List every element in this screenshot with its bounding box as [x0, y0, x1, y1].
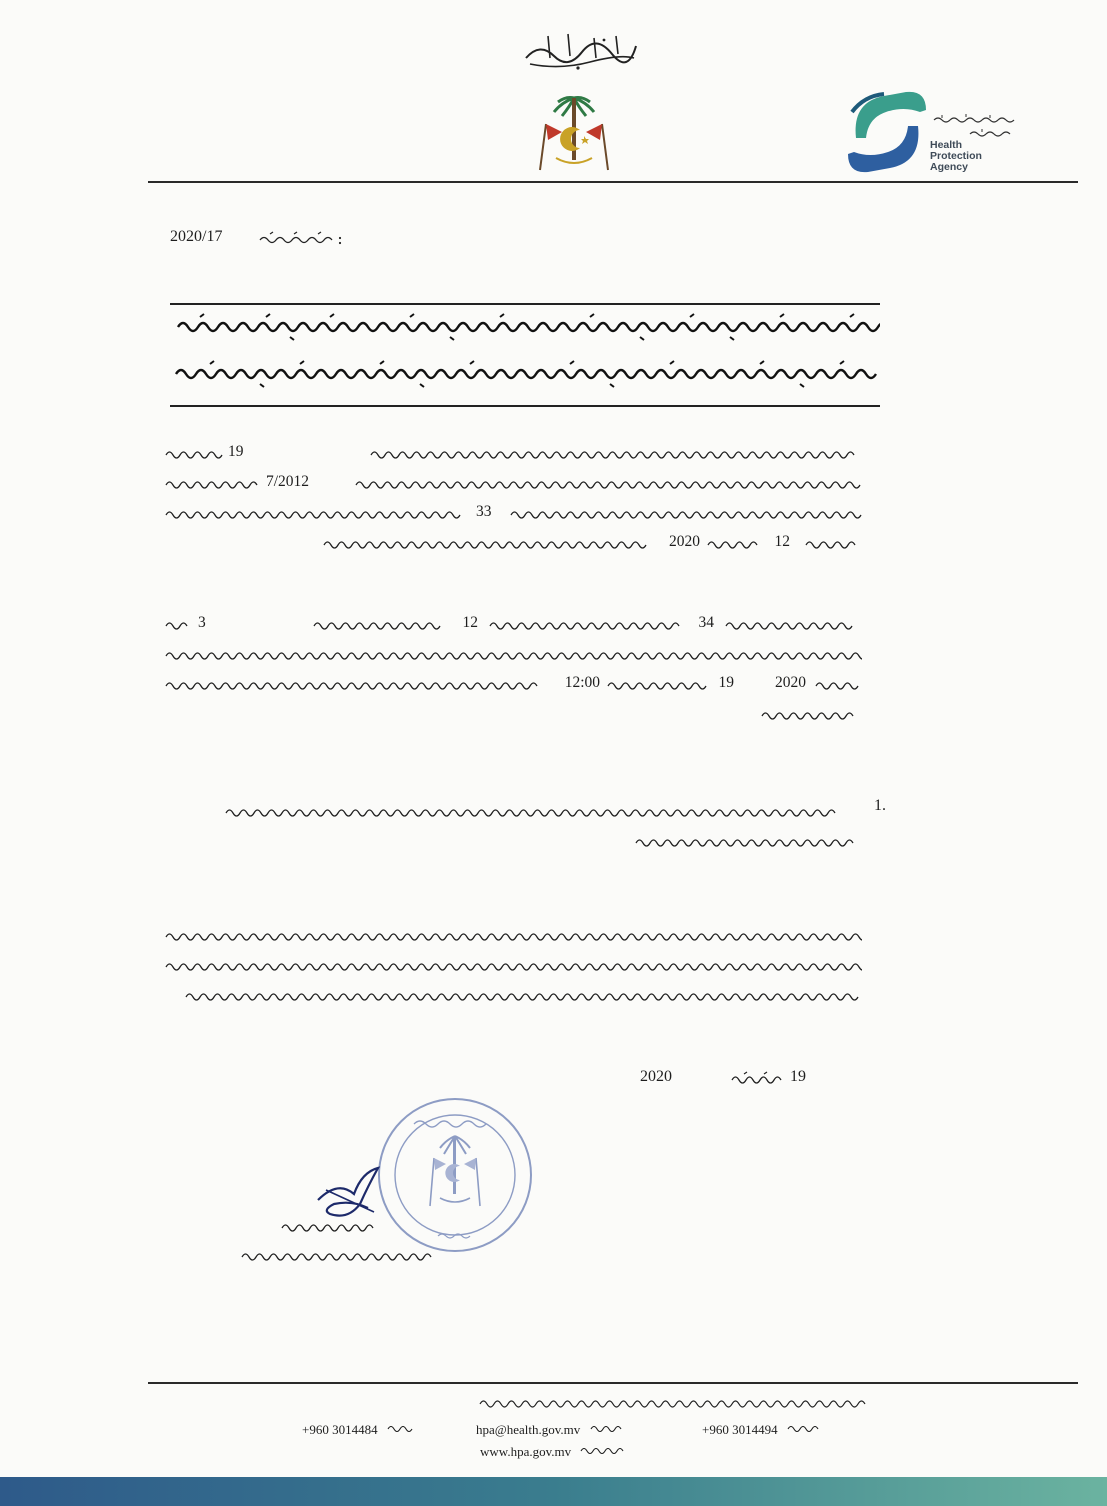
inline-number: 19 — [718, 674, 734, 691]
signatory-title-dhivehi — [238, 1247, 438, 1267]
dhivehi-text-line — [162, 505, 467, 525]
list-item-line-1 — [222, 797, 862, 827]
inline-number: 2020 — [775, 674, 806, 691]
paragraph-1-line-2 — [162, 469, 862, 499]
date-month-dhivehi — [728, 1070, 786, 1088]
paragraph-1-line-4 — [162, 529, 862, 559]
title-rule-top — [170, 303, 880, 305]
footer-color-band — [0, 1477, 1107, 1506]
website-label-dhivehi — [578, 1444, 628, 1458]
dhivehi-text-line — [162, 445, 312, 465]
dhivehi-text-line — [320, 535, 650, 555]
dhivehi-text-line — [162, 646, 862, 666]
inline-number: 2020 — [669, 533, 700, 550]
state-emblem-icon — [532, 92, 616, 174]
dhivehi-text-line — [722, 616, 862, 636]
dhivehi-text-line — [182, 987, 862, 1007]
inline-number: 34 — [698, 614, 714, 631]
agency-name-line-3: Agency — [930, 161, 968, 173]
reference-label-dhivehi — [256, 230, 344, 248]
website-url: www.hpa.gov.mv — [480, 1444, 572, 1459]
inline-number: 12:00 — [564, 674, 600, 691]
phone-number: +960 3014494 — [702, 1422, 778, 1437]
paragraph-1-line-3 — [162, 499, 862, 529]
dhivehi-text-line — [486, 616, 686, 636]
dhivehi-text-line — [352, 475, 862, 495]
dhivehi-text-line — [604, 676, 712, 696]
dhivehi-text-line — [310, 616, 450, 636]
header-divider — [148, 181, 1078, 183]
list-item-1 — [222, 797, 862, 857]
dhivehi-text-line — [162, 676, 542, 696]
footer-phone — [702, 1420, 825, 1438]
paragraph-2-line-1 — [162, 610, 862, 640]
dhivehi-text-line — [632, 833, 862, 853]
dhivehi-text-line — [507, 505, 862, 525]
phone-label-dhivehi — [785, 1422, 825, 1436]
basmala-calligraphy — [520, 28, 640, 76]
dhivehi-text-line — [802, 535, 862, 555]
hpa-logo-mark-icon — [842, 82, 932, 182]
dhivehi-text-line — [162, 616, 190, 636]
dhivehi-text-line — [162, 957, 862, 977]
paragraph-2-line-2 — [162, 640, 862, 670]
footer-website — [480, 1442, 628, 1460]
date-year: 2020 — [640, 1068, 672, 1085]
email-address: hpa@health.gov.mv — [476, 1422, 581, 1437]
agency-name-dhivehi — [930, 112, 1030, 142]
inline-number: 3 — [198, 614, 206, 631]
inline-number: 19 — [228, 443, 244, 460]
reference-row — [170, 228, 370, 258]
paragraph-3-line-3 — [162, 981, 862, 1011]
hpa-logo — [842, 82, 1072, 182]
paragraph-1-line-1 — [162, 439, 862, 469]
signatory-name-dhivehi — [278, 1218, 378, 1238]
fax-number: +960 3014484 — [302, 1422, 378, 1437]
paragraph-3 — [162, 921, 862, 1011]
reference-number: 2020/17 — [170, 228, 223, 245]
paragraph-1 — [162, 439, 862, 559]
footer-fax — [302, 1420, 419, 1438]
footer-address-dhivehi — [476, 1394, 876, 1414]
inline-number: 12 — [462, 614, 478, 631]
title-line-1 — [170, 311, 880, 343]
letter-date — [640, 1068, 840, 1098]
letter-title — [170, 303, 880, 407]
footer-email — [476, 1420, 624, 1438]
dhivehi-text-line — [704, 535, 762, 555]
dhivehi-text-line — [162, 927, 862, 947]
footer-divider — [148, 1382, 1078, 1384]
dhivehi-text-line — [222, 803, 862, 823]
dhivehi-text-line — [758, 706, 862, 726]
agency-name-english — [930, 140, 982, 173]
agency-name-line-1: Health — [930, 139, 963, 151]
list-item-number: 1. — [874, 797, 886, 814]
dhivehi-text-line — [367, 445, 862, 465]
paragraph-3-line-2 — [162, 951, 862, 981]
paragraph-2-line-4 — [162, 700, 862, 730]
inline-number: 7/2012 — [266, 473, 310, 490]
fax-label-dhivehi — [385, 1422, 419, 1436]
title-rule-bottom — [170, 405, 880, 407]
agency-name-line-2: Protection — [930, 150, 982, 162]
email-label-dhivehi — [588, 1422, 624, 1436]
paragraph-3-line-1 — [162, 921, 862, 951]
paragraph-2 — [162, 610, 862, 730]
title-line-2 — [170, 358, 880, 390]
list-item-line-2 — [222, 827, 862, 857]
inline-number: 33 — [476, 503, 492, 520]
official-stamp-icon — [374, 1094, 536, 1256]
dhivehi-text-line — [812, 676, 862, 696]
inline-number: 12 — [774, 533, 790, 550]
dhivehi-text-line — [162, 475, 262, 495]
paragraph-2-line-3 — [162, 670, 862, 700]
date-day: 19 — [790, 1068, 806, 1085]
